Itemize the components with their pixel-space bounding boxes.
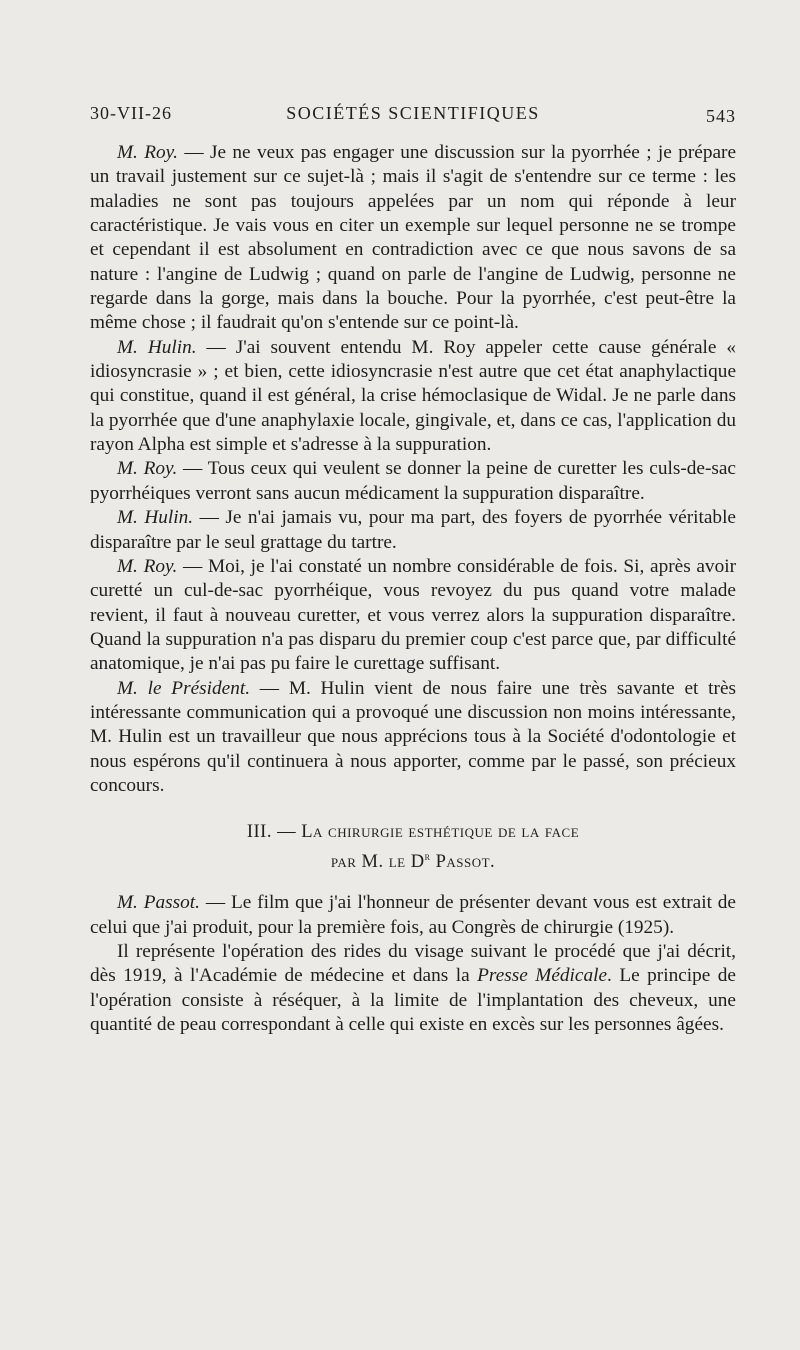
paragraph xyxy=(90,555,736,677)
section-number: III. xyxy=(246,822,272,843)
journal-name: Presse Médicale xyxy=(477,965,608,987)
paragraph-text: — Je ne veux pas engager une discussion sur la pyorrhée ; je prépare un travail justement sur ce sujet-là ; mais il s'agit de s'entendre sur ce terme : les maladies ne sont pas toujours appelées par un nom qui réponde à leur caractéristique. Je vais vous en citer un exemple sur lequel personne ne se trompe et cependant il est absolument en contradiction avec ce que nous savons de sa nature : l'angine de Ludwig ; quand on parle de l'angine de Ludwig, personne ne regarde dans la gorge, mais dans la bouche. Pour la pyorrhée, c'est peut-être la même chose ; il faudrait qu'on s'entende sur ce point-là. xyxy=(90,142,737,334)
paragraph-text: . Le principe de l'opération consiste à réséquer, à la limite de l'implantation des cheveux, une quantité de peau correspondant à celle qui existe en excès sur les personnes âgées. xyxy=(90,965,736,1036)
paragraph-text: Il représente l'opération des rides du visage suivant le procédé que j'ai décrit, dès 1919, à l'Académie de médecine et dans la xyxy=(90,941,736,987)
speaker-name: M. Roy. xyxy=(117,142,178,163)
header-title: SOCIÉTÉS SCIENTIFIQUES xyxy=(286,103,540,123)
speaker-name: M. Roy. xyxy=(117,458,178,480)
section-heading-line2 xyxy=(90,845,736,875)
speaker-name: M. Roy. xyxy=(117,555,178,577)
header-date: 30-VII-26 xyxy=(90,103,172,123)
paragraph-text: — M. Hulin vient de nous faire une très savante et très intéressante communication qui a provoqué une discussion non moins intéressante, M. Hulin est un travailleur que nous apprécions tous à la Société d'odontologie et nous espérons qu'il continuera à nous apporter, comme par le passé, son précieux concours. xyxy=(90,677,737,796)
body-text xyxy=(90,141,736,1038)
paragraph-text: — J'ai souvent entendu M. Roy appeler cette cause générale « idiosyncrasie » ; et bien, cette idiosyncrasie n'est autre que cet état anaphylactique qui constitue, quand il est général, la crise hémoclasique de Widal. Je ne parle dans la pyorrhée que d'une anaphylaxie locale, gingivale, et, dans ce cas, l'application du rayon Alpha est simple et s'adresse à la suppuration. xyxy=(90,336,736,456)
speaker-name: M. le Président. xyxy=(117,677,251,699)
paragraph-text: — Tous ceux qui veulent se donner la peine de curetter les culs-de-sac pyorrhéiques verront sans aucun médicament la suppuration disparaître. xyxy=(90,458,736,504)
paragraph-text: — Le film que j'ai l'honneur de présenter devant vous est extrait de celui que j'ai produit, pour la première fois, au Congrès de chirurgie (1925). xyxy=(90,892,736,938)
paragraph xyxy=(90,677,736,799)
paragraph xyxy=(90,506,736,555)
paragraph-text: — Je n'ai jamais vu, pour ma part, des foyers de pyorrhée véritable disparaître par le seul grattage du tartre. xyxy=(90,507,736,553)
section-heading-line1 xyxy=(90,820,736,845)
paragraph xyxy=(90,940,736,1037)
paragraph xyxy=(90,336,736,458)
section-author-prefix: par M. le D xyxy=(330,852,425,873)
running-header xyxy=(90,103,736,131)
page-number: 543 xyxy=(706,106,736,126)
section-author-name: Passot. xyxy=(435,852,496,873)
paragraph xyxy=(90,141,736,336)
section-dash: — xyxy=(277,822,297,843)
speaker-name: M. Passot. xyxy=(117,892,200,914)
section-heading xyxy=(90,820,736,875)
paragraph xyxy=(90,891,736,940)
paragraph xyxy=(90,457,736,506)
speaker-name: M. Hulin. xyxy=(117,507,194,529)
section-title: La chirurgie esthétique de la face xyxy=(301,822,580,843)
paragraph-text: — Moi, je l'ai constaté un nombre considérable de fois. Si, après avoir curetté un cul-de-sac pyorrhéique, vous revoyez du pus quand votre malade revient, il faut à nouveau curetter, et vous verrez alors la suppuration disparaître. Quand la suppuration n'a pas disparu du premier coup c'est parce que, par difficulté anatomique, je n'ai pas pu faire le curettage suffisant. xyxy=(90,555,736,675)
section-author-sup: r xyxy=(424,851,431,864)
speaker-name: M. Hulin. xyxy=(117,336,197,358)
